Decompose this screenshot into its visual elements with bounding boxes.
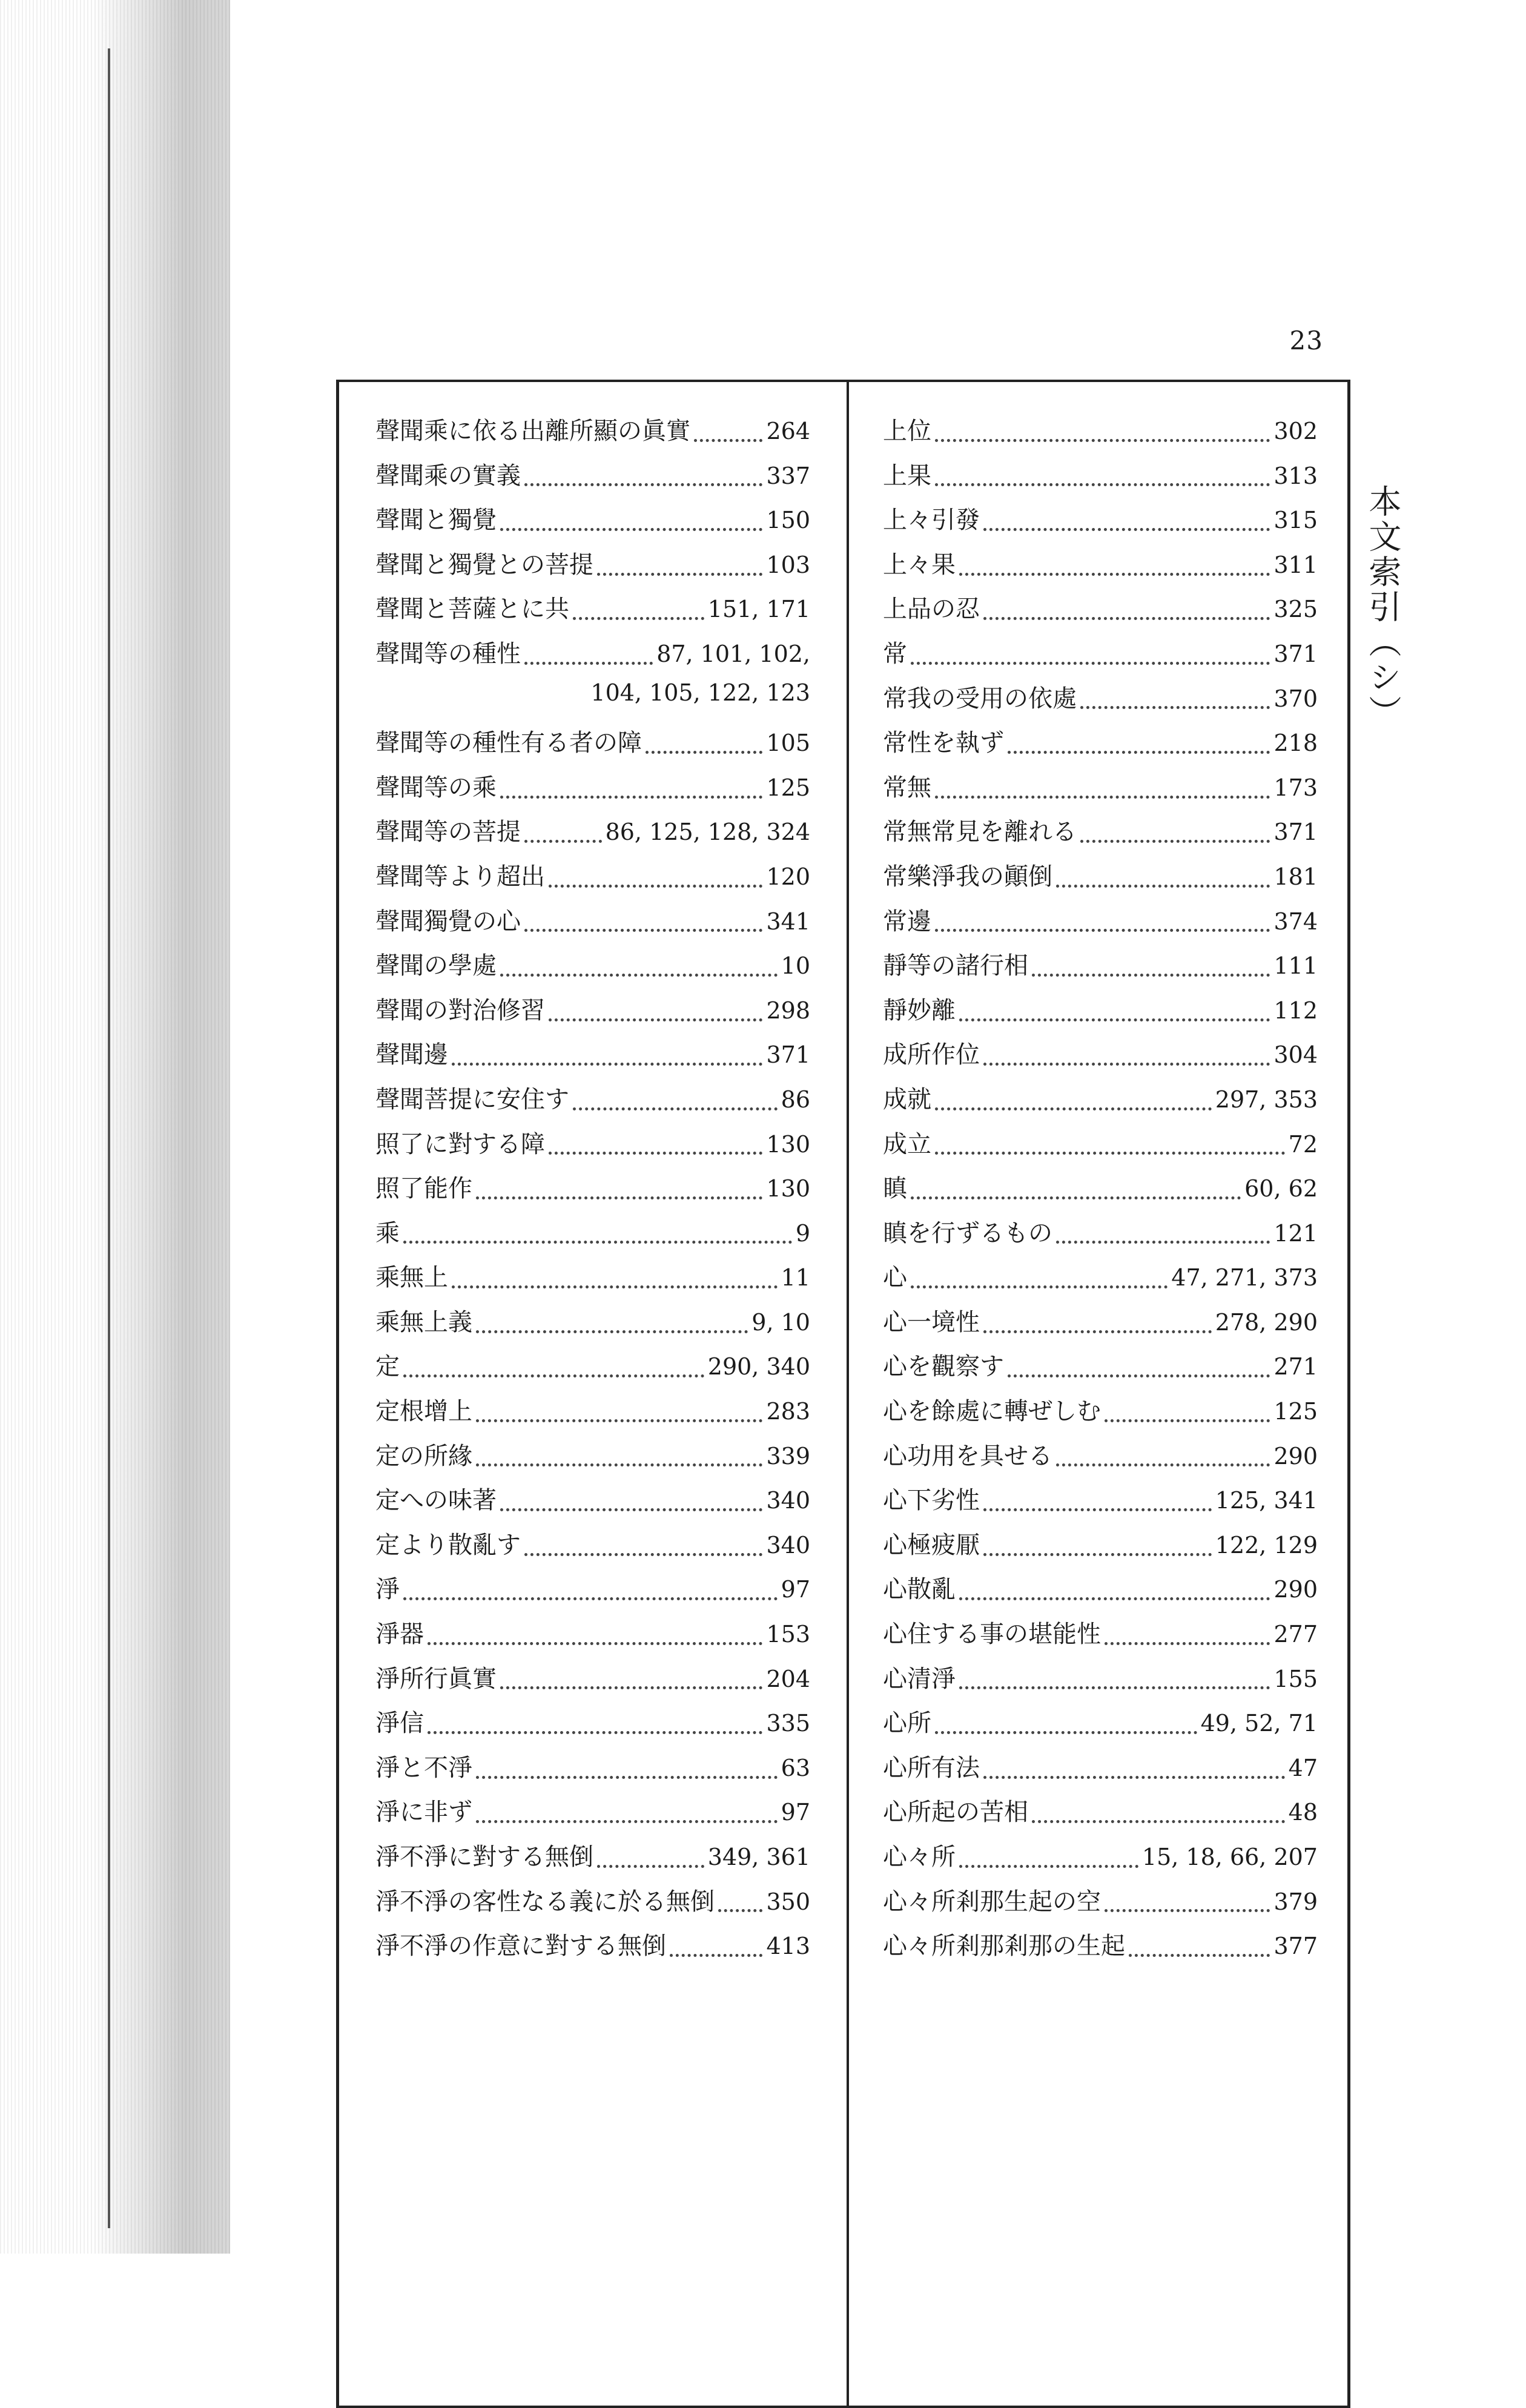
dot-leader (573, 1107, 778, 1110)
index-pages: 337 (766, 462, 810, 489)
index-entry (883, 1035, 1318, 1080)
index-term: 心住する事の堪能性 (883, 1620, 1101, 1649)
index-pages: 315 (1273, 507, 1318, 534)
index-entry (375, 1169, 810, 1214)
index-entry (883, 1481, 1318, 1526)
index-term: 心功用を具せる (883, 1442, 1052, 1470)
index-term: 上々果 (883, 550, 956, 579)
index-term: 淨不淨の客性なる義に於る無倒 (375, 1887, 715, 1916)
index-pages: 304 (1273, 1041, 1318, 1069)
index-pages: 10 (781, 952, 810, 980)
index-entry (883, 1258, 1318, 1303)
index-pages: 325 (1273, 596, 1318, 623)
index-entry (883, 1125, 1318, 1170)
dot-leader (452, 1062, 762, 1066)
index-pages: 371 (766, 1041, 810, 1069)
index-entry (375, 768, 810, 813)
index-term: 成立 (883, 1130, 931, 1158)
index-term: 照了に對する障 (375, 1130, 545, 1158)
section-side-label: 本文索引（シ） (1364, 484, 1402, 730)
index-pages: 283 (766, 1398, 810, 1425)
dot-leader (935, 1151, 1285, 1155)
index-entry (375, 902, 810, 947)
index-pages: 9, 10 (751, 1308, 810, 1336)
index-term: 心々所 (883, 1843, 956, 1871)
index-entry (375, 1080, 810, 1125)
index-term: 定根增上 (375, 1397, 472, 1426)
index-term: 聲聞獨覺の心 (375, 907, 521, 935)
dot-leader (1080, 839, 1270, 843)
index-term: 淨器 (375, 1620, 424, 1649)
index-entry (883, 1080, 1318, 1125)
index-term: 乘無上 (375, 1264, 448, 1292)
index-pages: 302 (1273, 418, 1318, 444)
index-entry (883, 724, 1318, 768)
index-entry (883, 1392, 1318, 1437)
dot-leader (694, 438, 762, 442)
dot-leader (983, 1775, 1285, 1779)
index-entry (883, 1927, 1318, 1971)
index-pages: 122, 129 (1215, 1531, 1318, 1559)
index-pages: 130 (766, 1130, 810, 1158)
dot-leader (476, 1819, 778, 1823)
index-term: 聲聞の學處 (375, 952, 497, 980)
index-pages: 47 (1288, 1754, 1318, 1781)
index-entry (375, 1481, 810, 1526)
index-term: 靜等の諸行相 (883, 952, 1028, 980)
index-pages: 86 (781, 1086, 810, 1113)
dot-leader (428, 1641, 762, 1645)
dot-leader (983, 616, 1270, 620)
index-entry (375, 635, 810, 679)
index-pages: 290 (1273, 1442, 1318, 1470)
index-term: 靜妙離 (883, 996, 956, 1024)
index-term: 定の所緣 (375, 1442, 472, 1470)
index-entry (883, 1882, 1318, 1927)
dot-leader (476, 1775, 778, 1779)
index-pages: 371 (1273, 640, 1318, 667)
page-number: 23 (1289, 326, 1323, 355)
index-term: 心を觀察す (883, 1353, 1004, 1381)
index-term: 乘 (375, 1219, 400, 1247)
dot-leader (452, 1285, 778, 1288)
index-entry (375, 1570, 810, 1615)
dot-leader (1105, 1908, 1270, 1912)
index-pages: 298 (766, 997, 810, 1024)
index-entry (375, 1927, 810, 1971)
index-term: 心 (883, 1264, 907, 1292)
dot-leader (1129, 1953, 1270, 1957)
index-entry (375, 1526, 810, 1571)
index-pages: 60, 62 (1244, 1175, 1318, 1202)
dot-leader (935, 1730, 1197, 1734)
index-term: 成就 (883, 1085, 931, 1113)
index-term: 常邊 (883, 907, 931, 935)
index-entry (375, 501, 810, 546)
index-term: 心一境性 (883, 1308, 980, 1336)
dot-leader (911, 661, 1270, 665)
dot-leader (646, 750, 762, 754)
index-term: 心清淨 (883, 1664, 956, 1693)
index-pages: 48 (1288, 1799, 1318, 1826)
index-pages: 103 (766, 551, 810, 578)
index-entry (375, 813, 810, 857)
dot-leader (403, 1374, 704, 1377)
dot-leader (597, 1864, 704, 1868)
dot-leader (500, 527, 762, 531)
index-term: 淨不淨に對する無倒 (375, 1843, 593, 1871)
dot-leader (1008, 750, 1270, 754)
index-pages: 125, 341 (1215, 1487, 1318, 1514)
index-entry (375, 1035, 810, 1080)
dot-leader (1080, 705, 1270, 709)
dot-leader (935, 928, 1270, 932)
index-pages: 278, 290 (1215, 1308, 1318, 1336)
index-term: 照了能作 (375, 1175, 472, 1203)
index-entry (883, 902, 1318, 947)
index-term: 心々所剎那剎那の生起 (883, 1932, 1125, 1961)
index-entry (883, 1615, 1318, 1660)
index-term: 心所起の苦相 (883, 1798, 1028, 1827)
index-entry (375, 1303, 810, 1348)
index-entry (883, 1704, 1318, 1749)
index-pages: 150 (766, 507, 810, 534)
index-term: 定より散亂す (375, 1531, 521, 1559)
index-entry (375, 1125, 810, 1170)
index-term: 心下劣性 (883, 1486, 980, 1515)
index-pages: 105 (766, 730, 810, 757)
index-entry (883, 546, 1318, 590)
index-pages: 313 (1273, 462, 1318, 489)
dot-leader (428, 1730, 762, 1734)
dot-leader (935, 1107, 1212, 1110)
index-pages: 290 (1273, 1576, 1318, 1603)
index-term: 心々所剎那生起の空 (883, 1887, 1101, 1916)
index-pages: 120 (766, 863, 810, 890)
index-entry (375, 1437, 810, 1482)
index-entry (375, 1615, 810, 1660)
index-term: 上々引發 (883, 506, 980, 535)
index-entry (883, 1660, 1318, 1704)
index-term: 常無 (883, 773, 931, 802)
index-pages: 339 (766, 1442, 810, 1470)
index-entry (375, 1660, 810, 1704)
index-pages: 370 (1273, 685, 1318, 712)
index-term: 常無常見を離れる (883, 818, 1077, 846)
index-pages: 86, 125, 128, 324 (605, 819, 810, 846)
dot-leader (524, 928, 762, 932)
index-pages: 413 (766, 1933, 810, 1960)
dot-leader (524, 661, 653, 665)
index-term: 瞋 (883, 1175, 907, 1203)
dot-leader (549, 884, 762, 888)
index-term: 心極疲厭 (883, 1531, 980, 1559)
index-pages: 111 (1273, 952, 1318, 980)
dot-leader (476, 1196, 762, 1199)
index-entry (883, 457, 1318, 501)
index-pages: 311 (1273, 551, 1318, 578)
index-pages: 181 (1273, 863, 1318, 890)
index-entry (375, 991, 810, 1036)
dot-leader (500, 795, 762, 799)
index-term: 聲聞等より超出 (375, 862, 545, 891)
index-pages: 15, 18, 66, 207 (1141, 1844, 1318, 1870)
index-column-right (883, 412, 1318, 1971)
index-term: 聲聞と獨覺との菩提 (375, 550, 593, 579)
index-pages: 173 (1273, 774, 1318, 801)
scan-gutter-shadow (0, 0, 230, 2254)
index-pages: 335 (766, 1710, 810, 1737)
dot-leader (983, 527, 1270, 531)
dot-leader (403, 1240, 792, 1244)
index-term: 聲聞乘に依る出離所顯の眞實 (375, 417, 690, 445)
index-pages: 377 (1273, 1933, 1318, 1960)
dot-leader (935, 795, 1270, 799)
index-pages: 349, 361 (707, 1844, 810, 1870)
index-term: 聲聞等の種性有る者の障 (375, 729, 642, 757)
index-pages: 297, 353 (1215, 1086, 1318, 1113)
index-entry (883, 1169, 1318, 1214)
index-term: 聲聞乘の實義 (375, 461, 521, 490)
index-entry (883, 1838, 1318, 1882)
dot-leader (1056, 884, 1270, 888)
index-pages: 151, 171 (707, 596, 810, 623)
index-term: 定 (375, 1353, 400, 1381)
index-term: 聲聞と獨覺 (375, 506, 497, 535)
index-entry (375, 1392, 810, 1437)
index-entry (375, 679, 810, 724)
index-entry (375, 857, 810, 902)
index-pages: 155 (1273, 1665, 1318, 1692)
index-entry (375, 1838, 810, 1882)
dot-leader (1105, 1419, 1270, 1422)
index-pages: 87, 101, 102, (656, 640, 810, 667)
index-pages: 104, 105, 122, 123 (590, 679, 810, 706)
index-term: 聲聞等の菩提 (375, 818, 521, 846)
dot-leader (670, 1953, 762, 1957)
dot-leader (549, 1151, 762, 1155)
index-pages: 97 (781, 1799, 810, 1826)
index-entry (375, 546, 810, 590)
index-entry (883, 1570, 1318, 1615)
dot-leader (983, 1330, 1212, 1333)
index-pages: 49, 52, 71 (1200, 1710, 1318, 1737)
dot-leader (935, 438, 1270, 442)
index-term: 心散亂 (883, 1575, 956, 1604)
index-pages: 271 (1273, 1353, 1318, 1380)
dot-leader (959, 1864, 1138, 1868)
index-pages: 153 (766, 1621, 810, 1648)
index-pages: 112 (1273, 997, 1318, 1024)
index-entry (883, 1526, 1318, 1571)
index-term: 乘無上義 (375, 1308, 472, 1336)
index-term: 上果 (883, 461, 931, 490)
index-entry (883, 412, 1318, 457)
index-pages: 63 (781, 1754, 810, 1781)
index-term: 聲聞の對治修習 (375, 996, 545, 1024)
index-pages: 125 (1273, 1398, 1318, 1425)
index-pages: 11 (781, 1264, 810, 1291)
index-term: 瞋を行ずるもの (883, 1219, 1052, 1247)
dot-leader (1032, 973, 1270, 977)
dot-leader (524, 839, 602, 843)
dot-leader (959, 1597, 1270, 1600)
column-divider (847, 380, 849, 2408)
dot-leader (983, 1552, 1212, 1556)
index-pages: 371 (1273, 819, 1318, 846)
index-entry (375, 1214, 810, 1259)
index-entry (375, 590, 810, 635)
index-entry (375, 724, 810, 768)
index-entry (883, 590, 1318, 635)
index-entry (883, 1793, 1318, 1838)
index-term: 淨不淨の作意に對する無倒 (375, 1932, 666, 1961)
index-term: 心所 (883, 1709, 931, 1738)
index-term: 常 (883, 639, 907, 668)
index-term: 上位 (883, 417, 931, 445)
index-entry (883, 1214, 1318, 1259)
dot-leader (476, 1330, 748, 1333)
index-pages: 72 (1288, 1130, 1318, 1158)
index-entry (883, 501, 1318, 546)
index-term: 淨所行眞實 (375, 1664, 497, 1693)
index-entry (883, 1437, 1318, 1482)
index-entry (883, 635, 1318, 679)
dot-leader (1032, 1819, 1285, 1823)
index-term: 上品の忍 (883, 595, 980, 624)
dot-leader (500, 1508, 762, 1511)
dot-leader (935, 483, 1270, 486)
index-pages: 374 (1273, 908, 1318, 935)
index-entry (375, 412, 810, 457)
index-term: 心を餘處に轉ぜしむ (883, 1397, 1101, 1426)
index-entry (375, 1882, 810, 1927)
index-entry (883, 679, 1318, 724)
index-pages: 290, 340 (707, 1353, 810, 1380)
index-entry (883, 857, 1318, 902)
dot-leader (573, 616, 704, 620)
index-term: 聲聞等の乘 (375, 773, 497, 802)
index-entry (375, 946, 810, 991)
index-entry (375, 1258, 810, 1303)
index-entry (883, 991, 1318, 1036)
dot-leader (911, 1285, 1168, 1288)
index-pages: 379 (1273, 1888, 1318, 1915)
index-entry (375, 457, 810, 501)
index-entry (883, 1303, 1318, 1348)
index-term: 定への味著 (375, 1486, 497, 1515)
index-entry (883, 946, 1318, 991)
index-entry (883, 768, 1318, 813)
dot-leader (524, 1552, 762, 1556)
dot-leader (549, 1018, 762, 1021)
index-term: 淨 (375, 1575, 400, 1604)
index-pages: 350 (766, 1888, 810, 1915)
index-pages: 341 (766, 908, 810, 935)
dot-leader (524, 483, 762, 486)
index-term: 常我の受用の依處 (883, 684, 1077, 713)
index-entry (375, 1793, 810, 1838)
dot-leader (959, 1018, 1270, 1021)
index-entry (883, 1749, 1318, 1793)
dot-leader (959, 572, 1270, 576)
dot-leader (597, 572, 762, 576)
index-pages: 340 (766, 1487, 810, 1514)
index-pages: 277 (1273, 1621, 1318, 1648)
index-term: 聲聞等の種性 (375, 639, 521, 668)
index-term: 常樂淨我の顚倒 (883, 862, 1052, 891)
index-pages: 121 (1273, 1219, 1318, 1247)
index-pages: 130 (766, 1175, 810, 1202)
dot-leader (1056, 1240, 1270, 1244)
index-term: 常性を執ず (883, 729, 1004, 757)
dot-leader (403, 1597, 778, 1600)
index-term: 成所作位 (883, 1041, 980, 1069)
binding-edge-line (108, 48, 110, 2228)
dot-leader (718, 1908, 762, 1912)
dot-leader (500, 973, 778, 977)
index-pages: 340 (766, 1531, 810, 1559)
index-entry (883, 813, 1318, 857)
dot-leader (911, 1196, 1241, 1199)
index-term: 聲聞邊 (375, 1041, 448, 1069)
index-column-left (375, 412, 810, 1971)
dot-leader (1105, 1641, 1270, 1645)
index-term: 淨に非ず (375, 1798, 472, 1827)
index-pages: 47, 271, 373 (1171, 1264, 1318, 1291)
index-term: 心所有法 (883, 1753, 980, 1782)
dot-leader (1008, 1374, 1270, 1377)
dot-leader (959, 1686, 1270, 1689)
index-pages: 9 (795, 1219, 810, 1247)
dot-leader (983, 1508, 1212, 1511)
index-entry (375, 1704, 810, 1749)
dot-leader (1056, 1463, 1270, 1466)
index-term: 聲聞と菩薩とに共 (375, 595, 569, 624)
dot-leader (476, 1419, 762, 1422)
index-entry (375, 1347, 810, 1392)
index-pages: 125 (766, 774, 810, 801)
index-pages: 218 (1273, 730, 1318, 757)
dot-leader (476, 1463, 762, 1466)
index-pages: 97 (781, 1576, 810, 1603)
index-entry (883, 1347, 1318, 1392)
index-term: 淨と不淨 (375, 1753, 472, 1782)
index-entry (375, 1749, 810, 1793)
index-pages: 264 (766, 418, 810, 444)
index-pages: 204 (766, 1665, 810, 1692)
index-term: 淨信 (375, 1709, 424, 1738)
dot-leader (983, 1062, 1270, 1066)
index-term: 聲聞菩提に安住す (375, 1085, 569, 1113)
dot-leader (500, 1686, 762, 1689)
